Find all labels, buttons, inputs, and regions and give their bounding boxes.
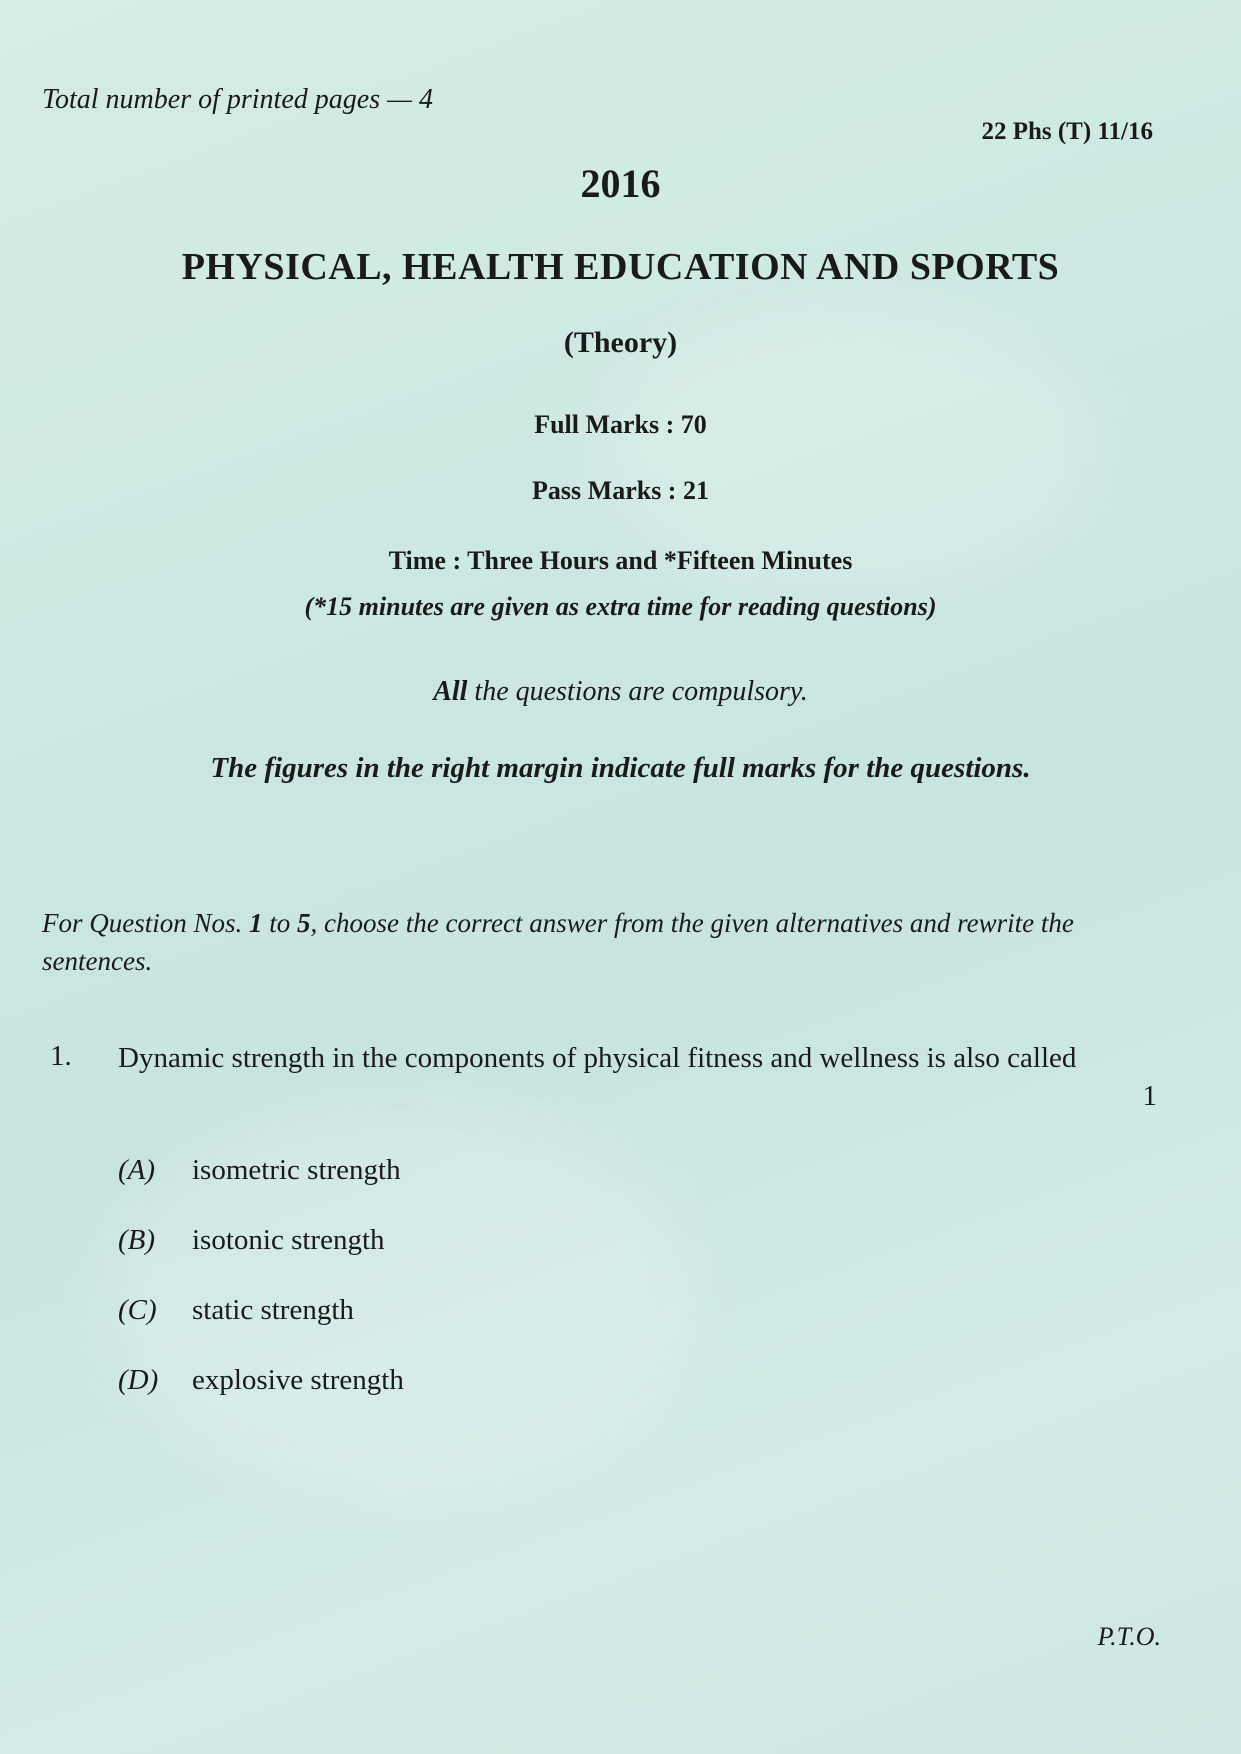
option-a — [118, 1154, 401, 1187]
compulsory-rest: the questions are compulsory. — [467, 676, 808, 707]
compulsory-emphasis: All — [433, 676, 468, 707]
time-allowed: Time : Three Hours and *Fifteen Minutes — [388, 546, 853, 575]
figures-note: The figures in the right margin indicate full marks for the questions. — [210, 752, 1031, 784]
option-letter: (A) — [118, 1154, 156, 1186]
mcq-from: 1 — [249, 908, 263, 938]
option-b — [118, 1224, 385, 1257]
option-text: explosive strength — [192, 1364, 404, 1396]
question-marks: 1 — [1142, 1080, 1157, 1112]
full-marks: Full Marks : 70 — [534, 410, 707, 439]
option-text: isometric strength — [192, 1154, 401, 1186]
option-letter: (B) — [118, 1224, 156, 1256]
mcq-prefix: For Question Nos. — [42, 908, 250, 938]
option-d — [118, 1364, 404, 1397]
mcq-rest: , choose the correct answer from the given alternatives and rewrite the sentences. — [42, 908, 1074, 976]
mcq-to: 5 — [297, 908, 311, 938]
compulsory-note — [0, 676, 1241, 708]
mcq-instruction — [42, 904, 1162, 980]
question-text: Dynamic strength in the components of physical fitness and wellness is also called — [118, 1042, 1077, 1074]
paper-type: (Theory) — [563, 326, 678, 359]
option-c — [118, 1294, 354, 1327]
paper-code: 22 Phs (T) 11/16 — [981, 118, 1153, 145]
total-pages-note: Total number of printed pages — 4 — [42, 84, 433, 115]
pto-note: P.T.O. — [1097, 1622, 1161, 1651]
option-text: isotonic strength — [192, 1224, 385, 1256]
pass-marks: Pass Marks : 21 — [532, 476, 709, 505]
option-text: static strength — [192, 1294, 354, 1326]
mcq-to-word: to — [262, 908, 298, 938]
subject-title: PHYSICAL, HEALTH EDUCATION AND SPORTS — [181, 246, 1060, 288]
extra-time-note: (*15 minutes are given as extra time for reading questions) — [304, 592, 937, 621]
question-number: 1. — [50, 1040, 72, 1072]
exam-year: 2016 — [580, 161, 661, 206]
option-letter: (D) — [118, 1364, 159, 1396]
option-letter: (C) — [118, 1294, 157, 1326]
